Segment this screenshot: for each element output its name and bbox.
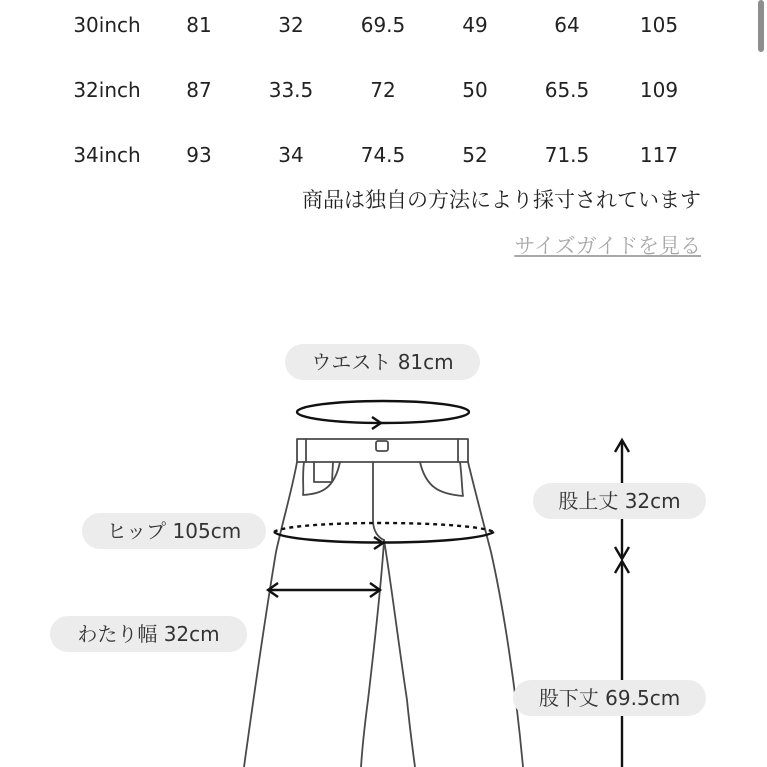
waist-measure-line bbox=[297, 401, 469, 429]
waist-label: ウエスト 81cm bbox=[285, 344, 480, 380]
left-pocket bbox=[303, 462, 340, 495]
hip-label: ヒップ 105cm bbox=[82, 513, 266, 549]
thigh-measure-line bbox=[268, 583, 380, 597]
table-cell: 93 bbox=[186, 143, 212, 167]
table-cell: 72 bbox=[370, 78, 396, 102]
table-cell: 64 bbox=[554, 13, 580, 37]
table-cell: 65.5 bbox=[544, 78, 590, 102]
size-label: 30inch bbox=[73, 13, 141, 37]
table-cell: 109 bbox=[639, 78, 679, 102]
pants-right-outline bbox=[468, 462, 523, 767]
pants-button bbox=[376, 441, 388, 451]
table-cell: 71.5 bbox=[544, 143, 590, 167]
size-label: 34inch bbox=[73, 143, 141, 167]
pants-fly bbox=[373, 462, 384, 540]
measurement-note: 商品は独自の方法により採寸されています bbox=[302, 188, 701, 212]
pants-left-inseam bbox=[361, 540, 384, 767]
inseam-measure-line bbox=[615, 561, 629, 767]
table-cell: 32 bbox=[278, 13, 304, 37]
table-cell: 50 bbox=[462, 78, 488, 102]
table-cell: 69.5 bbox=[360, 13, 406, 37]
rise-label: 股上丈 32cm bbox=[533, 483, 706, 519]
table-cell: 33.5 bbox=[268, 78, 314, 102]
pants-left-outline bbox=[244, 462, 297, 767]
size-label: 32inch bbox=[73, 78, 141, 102]
pants-right-inseam bbox=[384, 540, 415, 767]
table-cell: 105 bbox=[639, 13, 679, 37]
left-coin-pocket bbox=[314, 462, 333, 482]
right-pocket bbox=[420, 462, 463, 496]
inseam-label: 股下丈 69.5cm bbox=[513, 680, 706, 716]
thigh-label: わたり幅 32cm bbox=[50, 616, 247, 652]
table-cell: 74.5 bbox=[360, 143, 406, 167]
table-cell: 87 bbox=[186, 78, 212, 102]
table-cell: 81 bbox=[186, 13, 212, 37]
table-cell: 34 bbox=[278, 143, 304, 167]
table-cell: 117 bbox=[639, 143, 679, 167]
table-cell: 49 bbox=[462, 13, 488, 37]
size-guide-link[interactable]: サイズガイドを見る bbox=[514, 234, 701, 258]
table-cell: 52 bbox=[462, 143, 488, 167]
